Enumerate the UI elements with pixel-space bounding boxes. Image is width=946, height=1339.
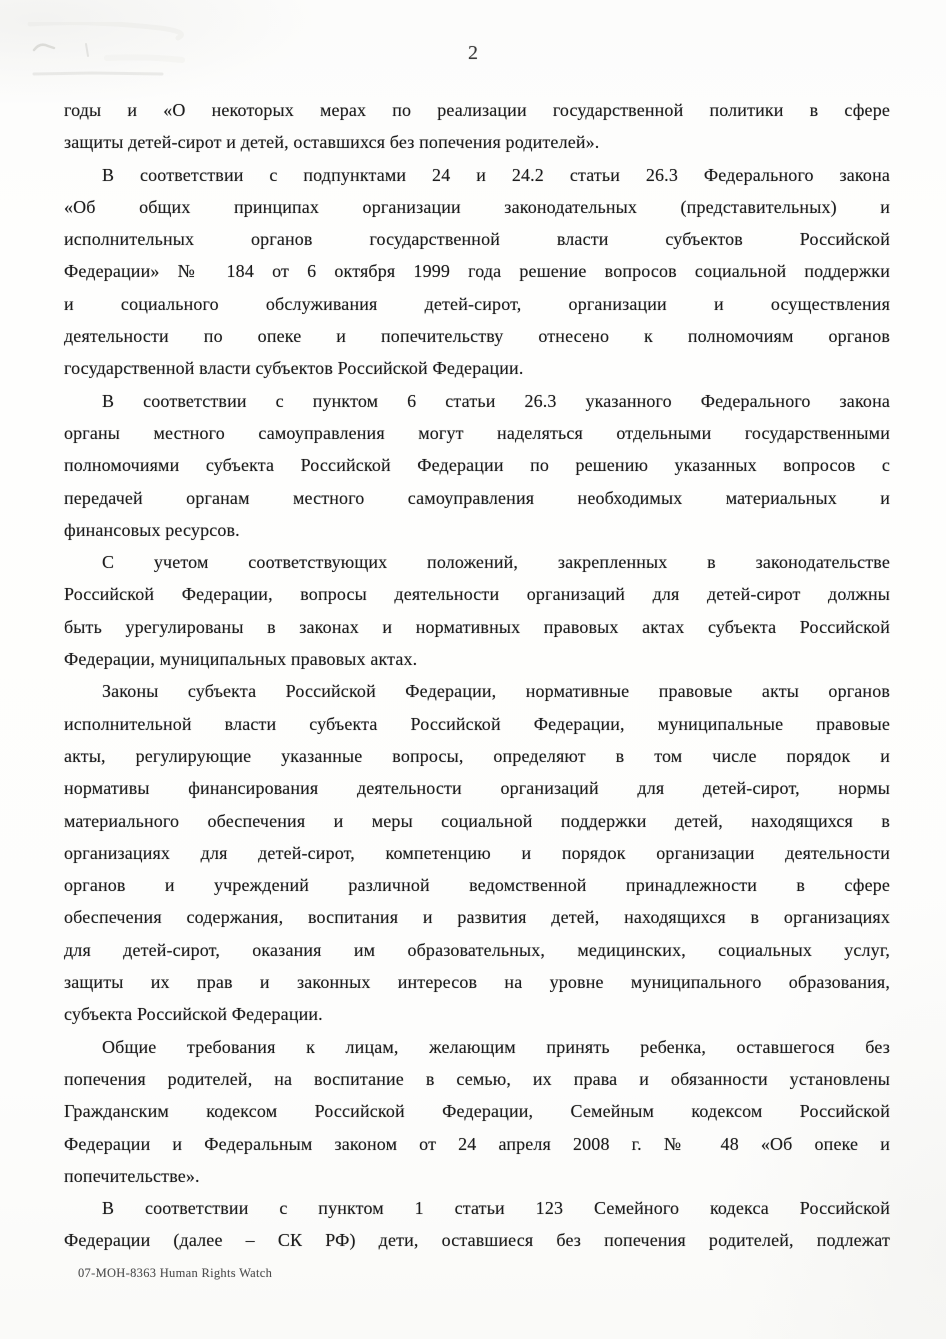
text-line: для детей-сирот, оказания им образовательных, медицинских, социальных услуг, <box>64 939 890 960</box>
text-line: защиты детей-сирот и детей, оставшихся без попечения родителей». <box>64 132 600 153</box>
text-line: нормативы финансирования деятельности организаций для детей-сирот, нормы <box>64 778 890 799</box>
text-line: Федерации» № 184 от 6 октября 1999 года решение вопросов социальной поддержки <box>64 261 890 282</box>
text-line: деятельности по опеке и попечительству отнесено к полномочиям органов <box>64 326 890 347</box>
text-line: государственной власти субъектов Российской Федерации. <box>64 358 524 379</box>
text-line: материального обеспечения и меры социальной поддержки детей, находящихся в <box>64 810 890 831</box>
text-line: организациях для детей-сирот, компетенцию и порядок организации деятельности <box>64 842 890 863</box>
text-line: Федерации (далее – СК РФ) дети, оставшиеся без попечения родителей, подлежат <box>64 1230 890 1251</box>
text-line: субъекта Российской Федерации. <box>64 1004 323 1025</box>
page-number: 2 <box>468 42 478 64</box>
text-line: «Об общих принципах организации законодательных (представительных) и <box>64 196 890 217</box>
text-line: исполнительной власти субъекта Российской Федерации, муниципальные правовые <box>64 713 890 734</box>
text-line: полномочиями субъекта Российской Федерации по решению указанных вопросов с <box>64 455 890 476</box>
text-line: попечительстве». <box>64 1165 200 1186</box>
text-line: передачей органам местного самоуправления необходимых материальных и <box>64 487 890 508</box>
text-line: В соответствии с пунктом 6 статьи 26.3 указанного Федерального закона <box>102 390 890 411</box>
text-line: попечения родителей, на воспитание в семью, их права и обязанности установлены <box>64 1068 890 1089</box>
text-line: Федерации, муниципальных правовых актах. <box>64 649 418 670</box>
text-line: годы и «О некоторых мерах по реализации государственной политики в сфере <box>64 100 890 120</box>
text-line: и социального обслуживания детей-сирот, организации и осуществления <box>64 293 890 314</box>
text-line: защиты их прав и законных интересов на уровне муниципального образования, <box>64 972 890 993</box>
footer-stamp: 07-MOH-8363 Human Rights Watch <box>78 1266 273 1280</box>
text-line: Гражданским кодексом Российской Федерации, Семейным кодексом Российской <box>64 1101 890 1122</box>
text-line: акты, регулирующие указанные вопросы, определяют в том числе порядок и <box>64 745 890 766</box>
text-line: быть урегулированы в законах и нормативных правовых актах субъекта Российской <box>64 616 890 637</box>
text-line: исполнительных органов государственной власти субъектов Российской <box>64 229 890 250</box>
text-line: органов и учреждений различной ведомственной принадлежности в сфере <box>64 875 890 896</box>
text-line: Общие требования к лицам, желающим принять ребенка, оставшегося без <box>102 1036 890 1057</box>
text-line: В соответствии с подпунктами 24 и 24.2 статьи 26.3 Федерального закона <box>102 164 890 185</box>
text-line: В соответствии с пунктом 1 статьи 123 Семейного кодекса Российской <box>102 1198 890 1219</box>
text-line: обеспечения содержания, воспитания и развития детей, находящихся в организациях <box>64 907 890 928</box>
text-line: финансовых ресурсов. <box>64 519 240 540</box>
text-line: Российской Федерации, вопросы деятельности организаций для детей-сирот должны <box>64 584 890 605</box>
text-line: Федерации и Федеральным законом от 24 апреля 2008 г. № 48 «Об опеке и <box>64 1133 890 1154</box>
text-line: С учетом соответствующих положений, закрепленных в законодательстве <box>102 552 890 573</box>
document-body <box>64 94 890 1257</box>
text-line: Законы субъекта Российской Федерации, нормативные правовые акты органов <box>102 681 890 702</box>
text-line: органы местного самоуправления могут наделяться отдельными государственными <box>64 422 890 443</box>
